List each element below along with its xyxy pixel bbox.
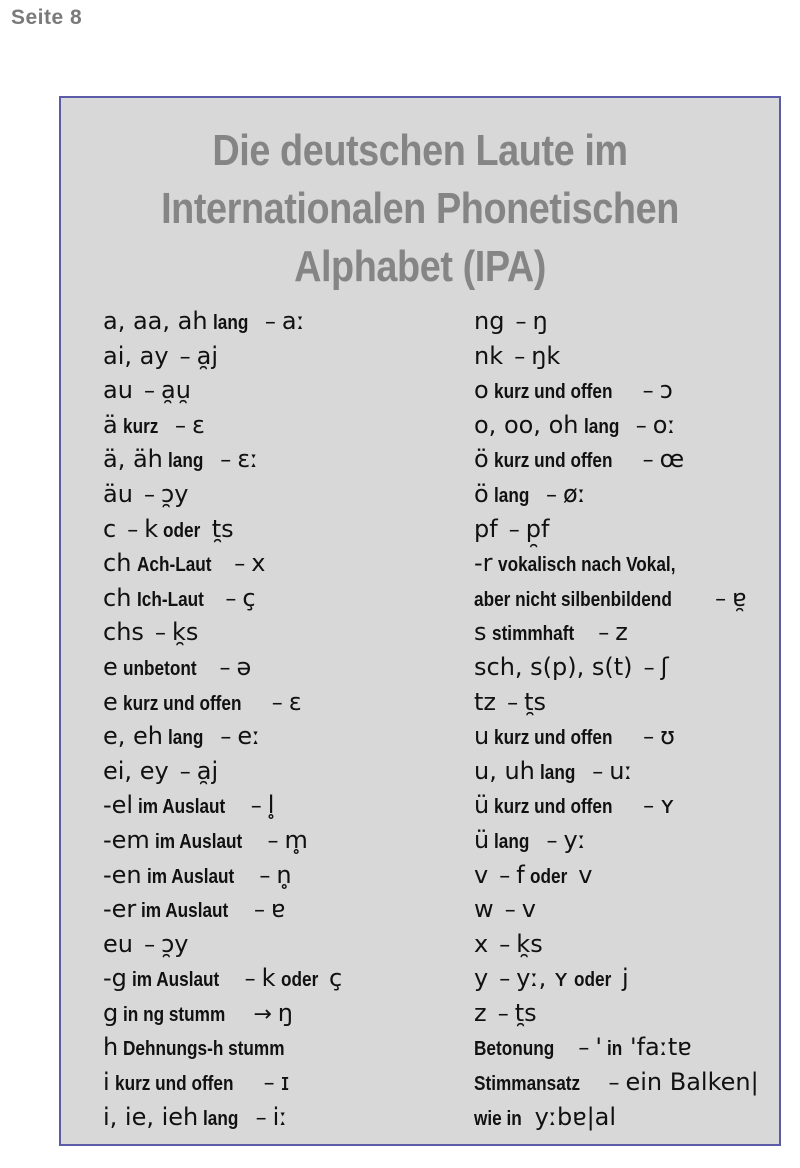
spelling: c [103,514,117,543]
dash: – [144,379,156,405]
dash: – [234,552,246,578]
sound-entry [474,1100,759,1135]
spelling: äu [103,479,133,508]
dash: – [127,517,139,543]
sound-entry [103,1100,342,1135]
dash: – [546,482,557,508]
spelling: eu [103,929,133,958]
dash: – [175,413,187,439]
description: im Auslaut [146,865,235,888]
ipa-symbol: ç [329,964,343,993]
description: vokalisch nach Vokal, [497,554,676,577]
description: im Auslaut [141,900,229,923]
ipa-symbol: aː [281,307,305,335]
dash: – [598,621,610,647]
description: Betonung [474,1038,555,1061]
description: unbetont [122,657,197,680]
sound-entry [103,546,342,581]
spelling: u, uh [474,756,535,785]
dash: – [642,448,654,474]
dash: – [642,379,654,405]
sound-entry [474,581,759,616]
ipa-symbol: ʃ [660,652,669,681]
dash: – [144,482,156,508]
dash: – [267,828,279,854]
ipa-chart-card [59,96,781,1146]
spelling: g [103,998,119,1027]
ipa-symbol: uː [609,756,633,785]
description: in ng stumm [123,1003,226,1026]
sound-entry [474,892,759,927]
dash: – [253,898,265,924]
sound-entry [103,1065,342,1100]
ipa-symbol: ɔ [659,376,673,405]
dash: – [155,621,167,647]
description: im Auslaut [138,796,226,819]
sound-entry [474,996,759,1031]
ipa-symbol: ein Balken| [625,1068,759,1097]
sound-entry [103,892,342,927]
description: im Auslaut [132,969,220,992]
sound-entry [103,685,342,720]
spelling: nk [474,341,504,370]
dash: – [179,344,191,370]
ipa-symbol: ' [595,1033,603,1062]
description: kurz und offen [493,450,613,473]
ipa-symbol: ʏ [660,791,675,820]
sound-entry [103,581,342,616]
ipa-symbol: k [261,964,276,993]
dash: – [497,1001,509,1027]
description: oder [573,969,611,992]
ipa-symbol: 'faːtɐ [629,1033,692,1062]
description: wie in [474,1107,522,1130]
spelling: sch, s(p), s(t) [474,652,633,681]
spelling: ö [474,445,489,474]
ipa-symbol: øː [563,479,586,508]
ipa-symbol: yːbɐ|al [534,1102,617,1131]
spelling: x [474,929,489,958]
spelling: -el [103,791,134,820]
dash: – [220,448,232,474]
spelling: z [474,998,487,1027]
spelling: s [474,618,487,647]
ipa-symbol: ɛː [237,445,259,474]
sound-entry [474,823,759,858]
dash: – [264,310,276,335]
sound-entry [103,408,342,443]
dash: – [592,759,604,785]
spelling: ä, äh [103,445,163,474]
dash: – [643,794,655,820]
ipa-symbol: ŋ [277,998,293,1027]
sound-entry [474,442,759,477]
spelling: -em [103,825,150,854]
sound-entry [474,512,759,547]
dash: – [499,932,511,958]
sound-entry [474,1030,759,1065]
ipa-symbol: ʊ [660,722,675,751]
spelling: ü [474,791,490,820]
dash: – [244,967,256,993]
spelling: v [474,860,489,889]
spelling: i [103,1068,110,1097]
sound-entry [474,858,759,893]
description: lang [212,312,249,334]
spelling: o [474,376,489,405]
description: kurz [122,415,159,438]
ipa-symbol: eː [237,722,261,751]
description: stimmhaft [491,623,574,646]
spelling: a, aa, ah [103,307,208,335]
dash: – [507,690,519,716]
ipa-symbol: ɪ [280,1068,290,1097]
ipa-symbol: a̯u̯ [161,376,191,405]
sound-entry [103,754,342,789]
sound-entry [103,339,342,374]
sound-entry [103,615,342,650]
ipa-symbol: t̯s [524,687,547,716]
sound-entry [474,961,759,996]
description: Ich-Laut [136,588,204,611]
spelling: pf [474,514,498,543]
description: oder [163,519,201,542]
spelling: y [474,964,489,993]
sound-entry [474,373,759,408]
dash: – [508,517,520,543]
ipa-symbol: k [144,514,159,543]
spelling: e [103,687,118,716]
description: lang [583,415,619,438]
sound-entry [474,615,759,650]
sound-entry [103,858,342,893]
ipa-symbol: ɔ̯y [161,929,189,958]
ipa-symbol: z [615,618,628,647]
ipa-symbol: yː, ʏ [516,964,569,993]
ipa-symbol: yː [563,825,586,854]
sound-entry [474,408,759,443]
ipa-symbol: k̯s [516,929,543,958]
ipa-symbol: œ [659,445,685,474]
dash: – [255,1105,267,1131]
sound-entry [103,650,342,685]
description: oder [280,969,318,992]
ipa-symbol: x [251,549,266,578]
chart-title [111,122,728,296]
description: kurz und offen [493,381,613,404]
description: lang [539,761,576,784]
dash: – [225,586,237,612]
ipa-symbol: n̥ [276,860,292,889]
spelling: au [103,376,133,405]
dash: – [514,344,526,370]
ipa-symbol: ə [236,652,252,681]
sound-entry [103,442,342,477]
dash: – [499,967,511,993]
sound-entry [474,339,759,374]
spelling: e, eh [103,722,163,751]
dash: – [219,655,231,681]
description: in [607,1038,623,1061]
ipa-symbol: ɐ̯ [732,583,747,612]
spelling: -er [103,895,137,924]
sound-entry [103,996,342,1031]
spelling: h [103,1033,119,1062]
sound-entry [103,927,342,962]
spelling: ö [474,479,489,508]
spelling: ch [103,583,132,612]
ipa-symbol: ɔ̯y [161,479,189,508]
dash: – [259,863,271,889]
sound-entry [474,477,759,512]
description: lang [494,830,530,853]
sound-entry [474,719,759,754]
sound-entry [474,546,759,581]
spelling: ng [474,307,505,335]
spelling: -en [103,860,142,889]
sound-entry [103,1030,342,1065]
sound-entry [103,788,342,823]
description: kurz und offen [494,796,613,819]
dash: – [220,725,232,751]
title-line: Die deutschen Laute im [212,126,628,175]
sound-entry [103,823,342,858]
dash: – [715,586,727,612]
dash: – [499,863,511,889]
description: oder [529,865,568,888]
sound-entry [474,1065,759,1100]
description: kurz und offen [494,727,613,750]
spelling: i, ie, ieh [103,1102,199,1131]
description: aber nicht silbenbildend [474,588,672,611]
page-number: Seite 8 [11,6,83,29]
ipa-symbol: v [521,895,536,924]
dash: – [546,828,558,854]
left-column [103,304,342,1134]
ipa-symbol: j [622,964,629,993]
ipa-symbol: l̥ [267,791,275,820]
sound-entry [103,373,342,408]
ipa-symbol: ɛ [288,687,302,716]
ipa-symbol: iː [272,1102,288,1131]
dash: – [263,1071,275,1097]
dash: – [608,1071,620,1097]
spelling: tz [474,687,497,716]
sound-entry [103,304,342,339]
dash: – [643,655,655,681]
spelling: ä [103,410,118,439]
spelling: w [474,895,494,924]
spelling: ei, ey [103,756,169,785]
sound-entry [103,512,342,547]
spelling: e [103,652,118,681]
sound-entry [103,719,342,754]
ipa-symbol: k̯s [172,618,199,647]
description: lang [167,450,204,473]
spelling: chs [103,618,144,647]
description: Dehnungs-h stumm [123,1038,285,1061]
sound-entry [103,961,342,996]
dash: – [578,1036,590,1062]
sound-entry [474,304,759,339]
dash: – [179,759,191,785]
title-line: Alphabet (IPA) [294,242,546,291]
ipa-symbol: v [578,860,593,889]
description: im Auslaut [154,830,243,853]
ipa-symbol: ŋ [532,307,548,335]
ipa-symbol: t̯s [514,998,537,1027]
sound-entry [474,685,759,720]
ipa-symbol: oː [652,410,676,439]
ipa-symbol: a̯j [196,756,219,785]
dash: – [643,725,655,751]
ipa-symbol: ɐ [270,895,286,924]
arrow-icon: → [253,1001,272,1027]
spelling: ch [103,549,132,578]
ipa-symbol: ŋk [531,341,561,370]
right-column [474,304,759,1134]
dash: – [515,310,527,335]
title-line: Internationalen Phonetischen [161,184,679,233]
ipa-symbol: p̯f [525,514,550,543]
ipa-symbol: t̯s [211,514,234,543]
spelling: -r [474,549,493,578]
sound-entry [474,788,759,823]
description: lang [493,484,530,507]
spelling: -g [103,964,127,993]
ipa-symbol: f [516,860,525,889]
sound-entry [474,754,759,789]
spelling: ai, ay [103,341,169,370]
description: Ach-Laut [136,554,212,577]
description: Stimmansatz [474,1073,581,1096]
dash: – [250,794,262,820]
description: kurz und offen [114,1073,234,1096]
spelling: o, oo, oh [474,410,579,439]
ipa-symbol: a̯j [196,341,219,370]
description: lang [203,1107,239,1130]
spelling: u [474,722,490,751]
description: kurz und offen [122,692,242,715]
ipa-symbol: ç [242,583,256,612]
sound-entry [474,927,759,962]
dash: – [635,413,647,439]
description: lang [168,727,204,750]
dash: – [271,690,283,716]
ipa-symbol: ɛ [192,410,206,439]
dash: – [144,932,156,958]
ipa-symbol: m̥ [284,825,308,854]
sound-entry [103,477,342,512]
spelling: ü [474,825,490,854]
dash: – [504,898,516,924]
sound-entry [474,650,759,685]
